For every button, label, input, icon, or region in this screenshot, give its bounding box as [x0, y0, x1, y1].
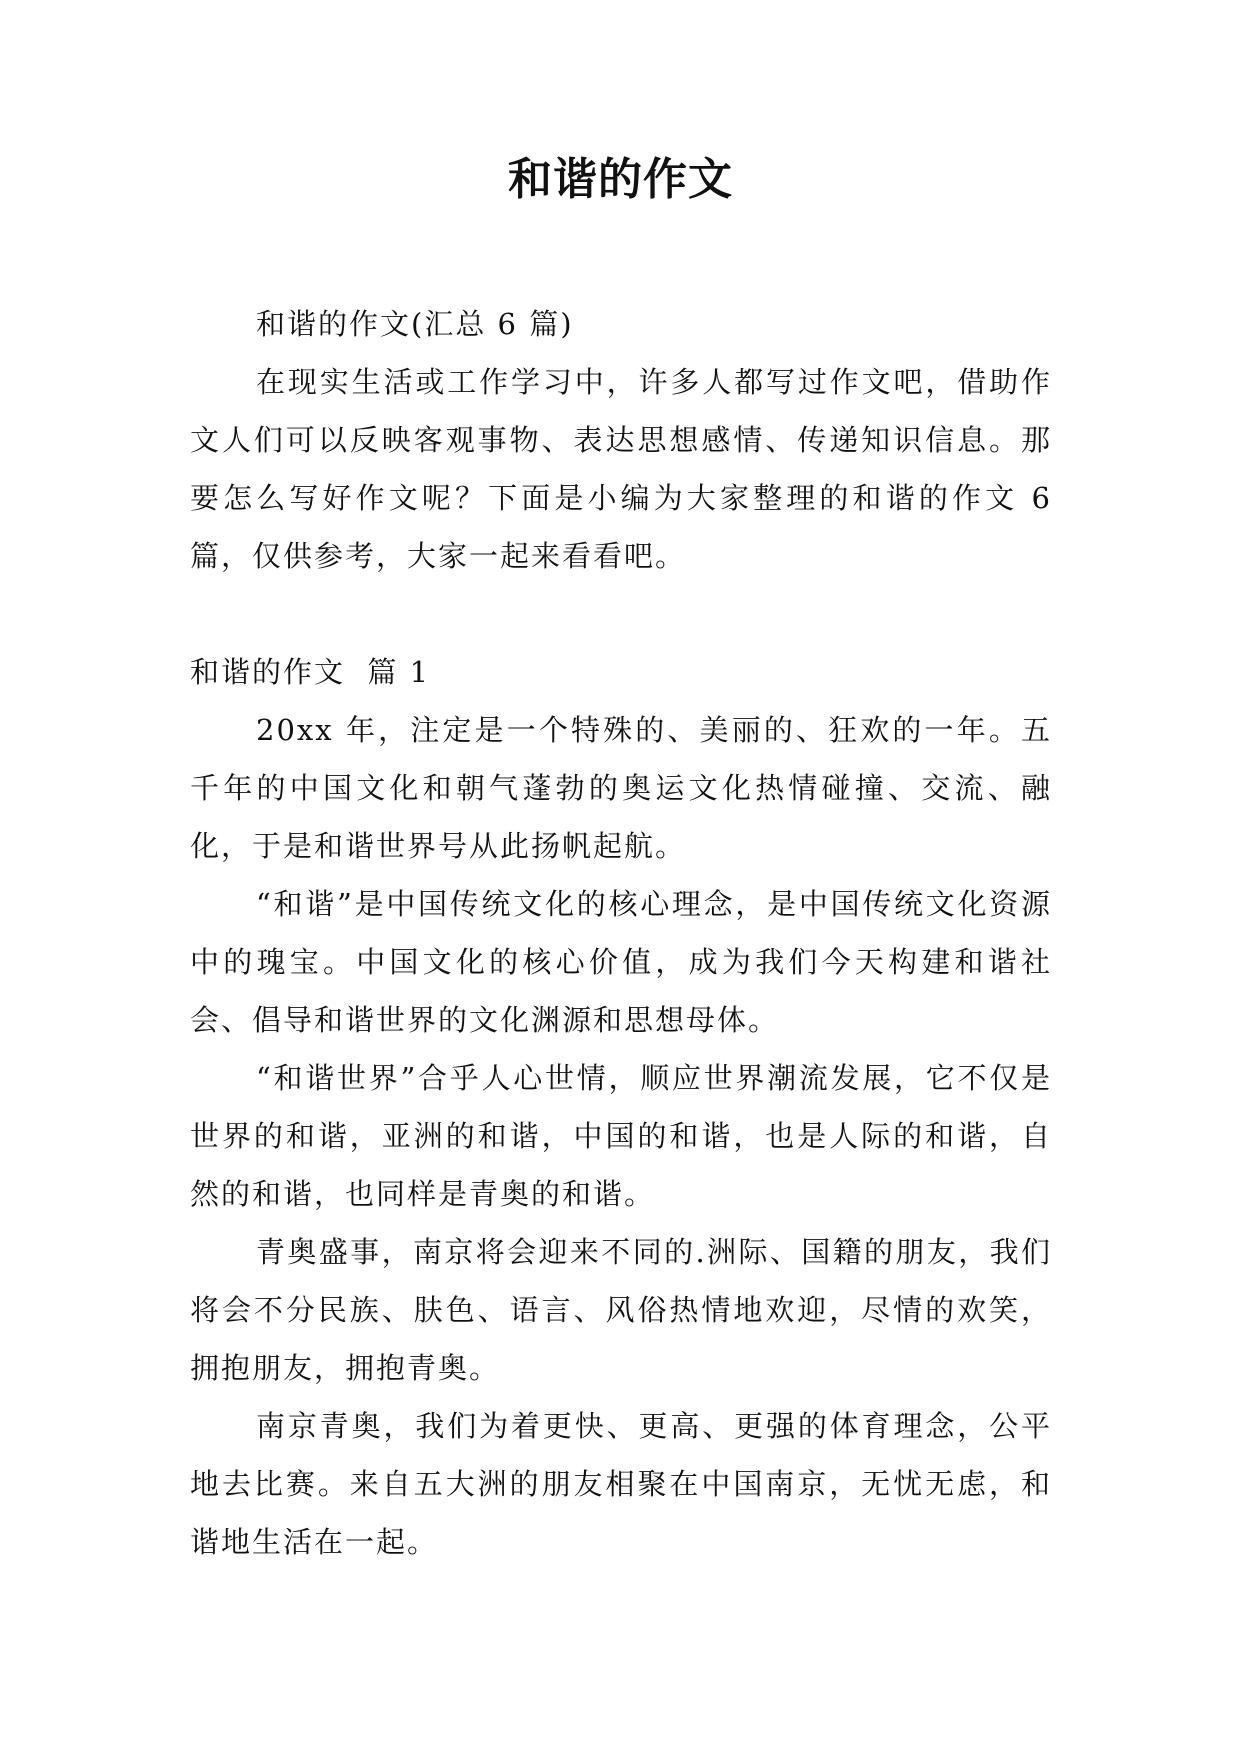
body-paragraph: 南京青奥，我们为着更快、更高、更强的体育理念，公平地去比赛。来自五大洲的朋友相聚在中国南京，无忧无虑，和谐地生活在一起。 — [190, 1409, 1052, 1559]
document-body — [190, 295, 1052, 1571]
body-paragraph: 青奥盛事，南京将会迎来不同的.洲际、国籍的朋友，我们将会不分民族、肤色、语言、风俗热情地欢迎，尽情的欢笑，拥抱朋友，拥抱青奥。 — [190, 1235, 1052, 1385]
body-paragraph: “和谐”是中国传统文化的核心理念，是中国传统文化资源中的瑰宝。中国文化的核心价值，成为我们今天构建和谐社会、倡导和谐世界的文化渊源和思想母体。 — [190, 887, 1052, 1037]
body-paragraph: 20xx 年，注定是一个特殊的、美丽的、狂欢的一年。五千年的中国文化和朝气蓬勃的奥运文化热情碰撞、交流、融化，于是和谐世界号从此扬帆起航。 — [190, 713, 1052, 863]
intro-paragraph: 在现实生活或工作学习中，许多人都写过作文吧，借助作文人们可以反映客观事物、表达思想感情、传递知识信息。那要怎么写好作文呢？下面是小编为大家整理的和谐的作文 6 篇，仅供参考，大家一起来看看吧。 — [190, 365, 1052, 573]
body-paragraph: “和谐世界”合乎人心世情，顺应世界潮流发展，它不仅是世界的和谐，亚洲的和谐，中国的和谐，也是人际的和谐，自然的和谐，也同样是青奥的和谐。 — [190, 1061, 1052, 1211]
section-heading: 和谐的作文 篇 1 — [190, 655, 431, 689]
document-subtitle: 和谐的作文(汇总 6 篇) — [256, 307, 574, 341]
document-title: 和谐的作文 — [508, 154, 733, 205]
section-spacer — [190, 585, 1052, 643]
